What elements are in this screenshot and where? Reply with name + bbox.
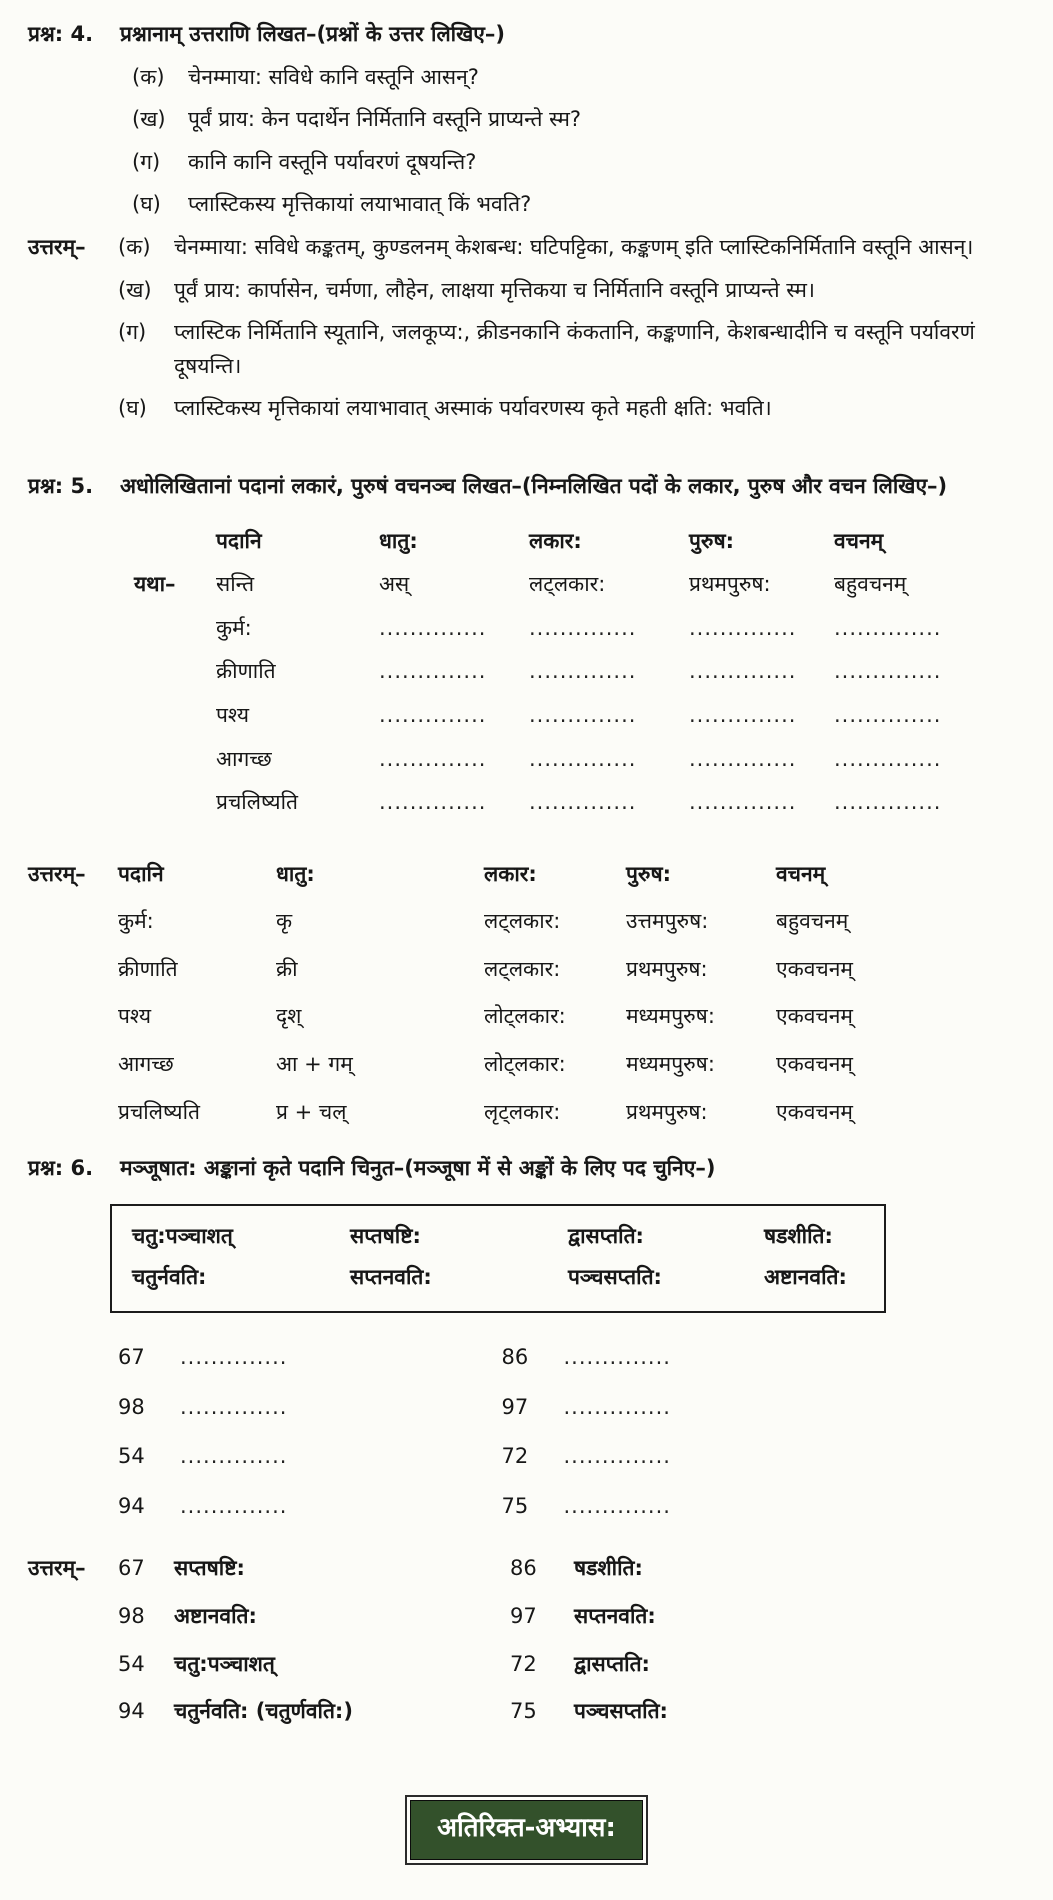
- blank-dots: ..............: [529, 702, 637, 727]
- answer-word: चतुर्नवति: (चतुर्णवति:): [174, 1699, 353, 1724]
- number-blanks-left-column: [118, 1333, 502, 1531]
- number-blanks-right-column: [502, 1333, 886, 1531]
- cell: आगच्छ: [216, 746, 272, 771]
- cell: प्रथमपुरुष:: [626, 956, 708, 981]
- blank-dots: ..............: [834, 790, 942, 815]
- item-marker: (ग): [118, 320, 147, 345]
- question-5-title: अधोलिखितानां पदानां लकारं, पुरुषं वचनञ्च लिखत–(निम्नलिखित पदों के लकार, पुरुष और वचन लिखिए–): [120, 473, 948, 498]
- column-header: धातु:: [276, 861, 315, 886]
- column-header: वचनम्: [776, 861, 826, 886]
- manjusha-word: द्वासप्तति:: [568, 1223, 644, 1248]
- item-marker: (घ): [132, 192, 161, 217]
- cell: आगच्छ: [118, 1052, 174, 1077]
- number: 94: [118, 1699, 145, 1724]
- manjusha-word: चतुर्नवति:: [132, 1265, 207, 1290]
- number: 97: [510, 1604, 537, 1628]
- cell: अस्: [379, 572, 410, 597]
- blank-dots: ..............: [180, 1444, 288, 1469]
- blank-dots: ..............: [689, 746, 797, 771]
- number: 54: [118, 1444, 145, 1469]
- answer-word: अष्टानवति:: [174, 1604, 257, 1628]
- item-marker: (घ): [118, 396, 147, 421]
- manjusha-row: [132, 1257, 864, 1299]
- number: 67: [118, 1556, 145, 1581]
- number-blank-row: [502, 1432, 886, 1482]
- cell: कुर्म:: [216, 615, 252, 640]
- number: 97: [501, 1394, 529, 1419]
- answer-row: [28, 1089, 1025, 1137]
- cell: दृश्: [276, 1004, 302, 1029]
- blank-dots: ..............: [689, 790, 797, 815]
- blank-dots: ..............: [529, 746, 637, 771]
- question-4-item-ka: [132, 61, 1025, 95]
- answer-label: उत्तरम्–: [28, 861, 86, 886]
- number-blank-row: [502, 1383, 886, 1433]
- answer-header-row: [28, 851, 1025, 899]
- cell: लोट्लकार:: [484, 1004, 566, 1029]
- cell: प्रचलिष्यति: [118, 1099, 201, 1124]
- question-text: चेनम्माया: सविधे कानि वस्तूनि आसन्?: [188, 64, 479, 89]
- blank-row: [134, 650, 1025, 694]
- cell: एकवचनम्: [776, 956, 853, 981]
- blank-dots: ..............: [563, 1394, 671, 1419]
- number: 98: [118, 1604, 145, 1628]
- item-marker: (ख): [118, 277, 152, 302]
- question-text: कानि कानि वस्तूनि पर्यावरणं दूषयन्ति?: [188, 149, 477, 174]
- number-blank-row: [502, 1482, 886, 1532]
- cell: प्रथमपुरुष:: [626, 1099, 708, 1124]
- item-marker: (ग): [132, 149, 161, 174]
- answer-row: [28, 1545, 1025, 1593]
- footer-banner-wrap: [28, 1800, 1025, 1877]
- answer-row: [28, 993, 1025, 1041]
- cell: सन्ति: [216, 572, 255, 597]
- blank-dots: ..............: [180, 1345, 288, 1370]
- cell: कृ: [276, 909, 293, 934]
- answer-word: द्वासप्तति:: [574, 1651, 650, 1676]
- blank-row: [134, 781, 1025, 825]
- spacer: [28, 316, 118, 383]
- blank-dots: ..............: [563, 1493, 671, 1518]
- blank-dots: ..............: [689, 615, 797, 640]
- cell: एकवचनम्: [776, 1099, 853, 1124]
- question-4-item-ga: [132, 146, 1025, 180]
- cell: पश्य: [216, 702, 250, 727]
- blank-row: [134, 738, 1025, 782]
- cell: लोट्लकार:: [484, 1052, 566, 1077]
- blank-dots: ..............: [689, 659, 797, 684]
- question-5-number: प्रश्न: 5.: [28, 473, 94, 498]
- answer-row: [28, 1593, 1025, 1641]
- blank-dots: ..............: [563, 1444, 671, 1469]
- answer-text: पूर्वं प्राय: कार्पासेन, चर्मणा, लौहेन, लाक्षया मृत्तिकया च निर्मितानि वस्तूनि प्राप्यन्ते स्म।: [174, 277, 815, 302]
- cell: क्रीणाति: [216, 659, 276, 684]
- manjusha-word: सप्तषष्टि:: [350, 1223, 421, 1248]
- answer-label: उत्तरम्–: [28, 1556, 86, 1581]
- answer-row: [28, 1641, 1025, 1689]
- spacer: [28, 392, 118, 426]
- blank-dots: ..............: [529, 659, 637, 684]
- item-marker: (ख): [132, 107, 166, 132]
- table-header-row: [134, 520, 1025, 564]
- cell: आ + गम्: [276, 1052, 353, 1077]
- number: 86: [501, 1345, 529, 1370]
- question-6-number: प्रश्न: 6.: [28, 1156, 94, 1181]
- answer-label: उत्तरम्–: [28, 234, 86, 259]
- blank-dots: ..............: [529, 615, 637, 640]
- question-4-item-gha: [132, 188, 1025, 222]
- blank-row: [134, 694, 1025, 738]
- number: 86: [510, 1556, 537, 1581]
- column-header: पदानि: [216, 528, 262, 553]
- number-blank-row: [118, 1383, 502, 1433]
- question-6-section: [28, 1152, 1025, 1736]
- number: 72: [510, 1651, 537, 1676]
- question-4-title: प्रश्नानाम् उत्तराणि लिखत–(प्रश्नों के उत्तर लिखिए–): [120, 22, 506, 46]
- cell: एकवचनम्: [776, 1004, 853, 1029]
- answer-row: [28, 946, 1025, 994]
- cell: मध्यमपुरुष:: [626, 1004, 715, 1029]
- cell: क्री: [276, 956, 298, 981]
- item-marker: (क): [118, 234, 151, 259]
- blank-dots: ..............: [379, 615, 487, 640]
- blank-dots: ..............: [379, 790, 487, 815]
- cell: प्रथमपुरुष:: [689, 572, 771, 597]
- number: 94: [118, 1493, 145, 1518]
- item-marker: (क): [132, 64, 165, 89]
- cell: मध्यमपुरुष:: [626, 1052, 715, 1077]
- cell: उत्तमपुरुष:: [626, 909, 709, 934]
- manjusha-row: [132, 1216, 864, 1258]
- number: 98: [118, 1394, 145, 1419]
- blank-dots: ..............: [834, 615, 942, 640]
- blank-dots: ..............: [180, 1493, 288, 1518]
- number-blanks: [118, 1333, 885, 1531]
- blank-dots: ..............: [689, 702, 797, 727]
- column-header: पुरुष:: [626, 861, 672, 886]
- question-text: पूर्वं प्राय: केन पदार्थेन निर्मितानि वस्तूनि प्राप्यन्ते स्म?: [188, 107, 582, 132]
- manjusha-word: अष्टानवति:: [764, 1265, 847, 1290]
- blank-dots: ..............: [834, 746, 942, 771]
- question-6-title: मञ्जूषात: अङ्कानां कृते पदानि चिनुत–(मञ्जूषा में से अङ्कों के लिए पद चुनिए–): [120, 1156, 716, 1181]
- question-6-heading: [28, 1152, 1025, 1186]
- blank-dots: ..............: [379, 702, 487, 727]
- answer-row: [28, 1688, 1025, 1736]
- blank-row: [134, 607, 1025, 651]
- number-blank-row: [502, 1333, 886, 1383]
- number: 54: [118, 1651, 145, 1676]
- number-blank-row: [118, 1482, 502, 1532]
- manjusha-word: सप्तनवति:: [350, 1265, 432, 1290]
- cell: एकवचनम्: [776, 1052, 853, 1077]
- cell: लट्लकार:: [529, 572, 606, 597]
- answer-word: पञ्चसप्तति:: [574, 1699, 668, 1724]
- number: 67: [118, 1345, 145, 1370]
- blank-dots: ..............: [834, 659, 942, 684]
- answer-row: [28, 898, 1025, 946]
- number: 75: [501, 1493, 529, 1518]
- cell: लट्लकार:: [484, 909, 561, 934]
- manjusha-word-box: [110, 1204, 886, 1313]
- answer-text: प्लास्टिक निर्मितानि स्यूतानि, जलकूप्य:, क्रीडनकानि कंकतानि, कङ्कणानि, केशबन्धादीनि च वस्तूनि पर्यावरणं दूषयन्ति।: [174, 320, 975, 378]
- example-label: यथा–: [134, 572, 176, 597]
- cell: प्र + चल्: [276, 1099, 347, 1124]
- cell: क्रीणाति: [118, 956, 178, 981]
- number: 72: [501, 1444, 529, 1469]
- column-header: पदानि: [118, 861, 164, 886]
- column-header: वचनम्: [834, 528, 884, 553]
- number: 75: [510, 1699, 537, 1724]
- question-5-heading: [28, 470, 1025, 504]
- manjusha-word: चतु:पञ्चाशत्: [132, 1223, 233, 1248]
- answer-4-item-ka: [28, 231, 1025, 265]
- column-header: धातु:: [379, 528, 418, 553]
- cell: बहुवचनम्: [834, 572, 907, 597]
- answer-text: प्लास्टिकस्य मृत्तिकायां लयाभावात् अस्माकं पर्यावरणस्य कृते महती क्षति: भवति।: [174, 396, 772, 421]
- question-4-number: प्रश्न: 4.: [28, 22, 94, 46]
- question-text: प्लास्टिकस्य मृत्तिकायां लयाभावात् किं भवति?: [188, 192, 532, 217]
- answer-word: सप्तषष्टि:: [174, 1556, 245, 1581]
- blank-dots: ..............: [379, 659, 487, 684]
- question-5-answer-table: [28, 851, 1025, 1137]
- blank-dots: ..............: [834, 702, 942, 727]
- manjusha-word: षडशीति:: [764, 1223, 833, 1248]
- question-4-section: [28, 18, 1025, 426]
- question-4-heading: [28, 18, 1025, 52]
- column-header: लकार:: [484, 861, 537, 886]
- additional-practice-banner: अतिरिक्त-अभ्यास:: [410, 1800, 643, 1861]
- cell: प्रचलिष्यति: [216, 790, 299, 815]
- answer-word: षडशीति:: [574, 1556, 643, 1581]
- spacer: [28, 274, 118, 308]
- blank-dots: ..............: [563, 1345, 671, 1370]
- column-header: पुरुष:: [689, 528, 735, 553]
- answer-word: चतु:पञ्चाशत्: [174, 1651, 275, 1676]
- cell: पश्य: [118, 1004, 152, 1029]
- cell: लृट्लकार:: [484, 1099, 561, 1124]
- answer-text: चेनम्माया: सविधे कङ्कतम्, कुण्डलनम् केशबन्ध: घटिपट्टिका, कङ्कणम् इति प्लास्टिकनिर्मितानि वस्तूनि आसन्।: [174, 234, 974, 259]
- cell: कुर्म:: [118, 909, 154, 934]
- answer-4-item-gha: [28, 392, 1025, 426]
- answer-row: [28, 1041, 1025, 1089]
- column-header: लकार:: [529, 528, 582, 553]
- example-row: [134, 563, 1025, 607]
- answer-word: सप्तनवति:: [574, 1604, 656, 1628]
- blank-dots: ..............: [379, 746, 487, 771]
- number-blank-row: [118, 1333, 502, 1383]
- question-5-section: [28, 470, 1025, 1136]
- answer-4-item-kha: [28, 274, 1025, 308]
- question-5-exercise-table: [134, 520, 1025, 825]
- cell: बहुवचनम्: [776, 909, 849, 934]
- manjusha-word: पञ्चसप्तति:: [568, 1265, 662, 1290]
- question-6-answers: [28, 1545, 1025, 1735]
- blank-dots: ..............: [529, 790, 637, 815]
- blank-dots: ..............: [180, 1394, 288, 1419]
- answer-4-item-ga: [28, 316, 1025, 383]
- number-blank-row: [118, 1432, 502, 1482]
- cell: लट्लकार:: [484, 956, 561, 981]
- question-4-item-kha: [132, 103, 1025, 137]
